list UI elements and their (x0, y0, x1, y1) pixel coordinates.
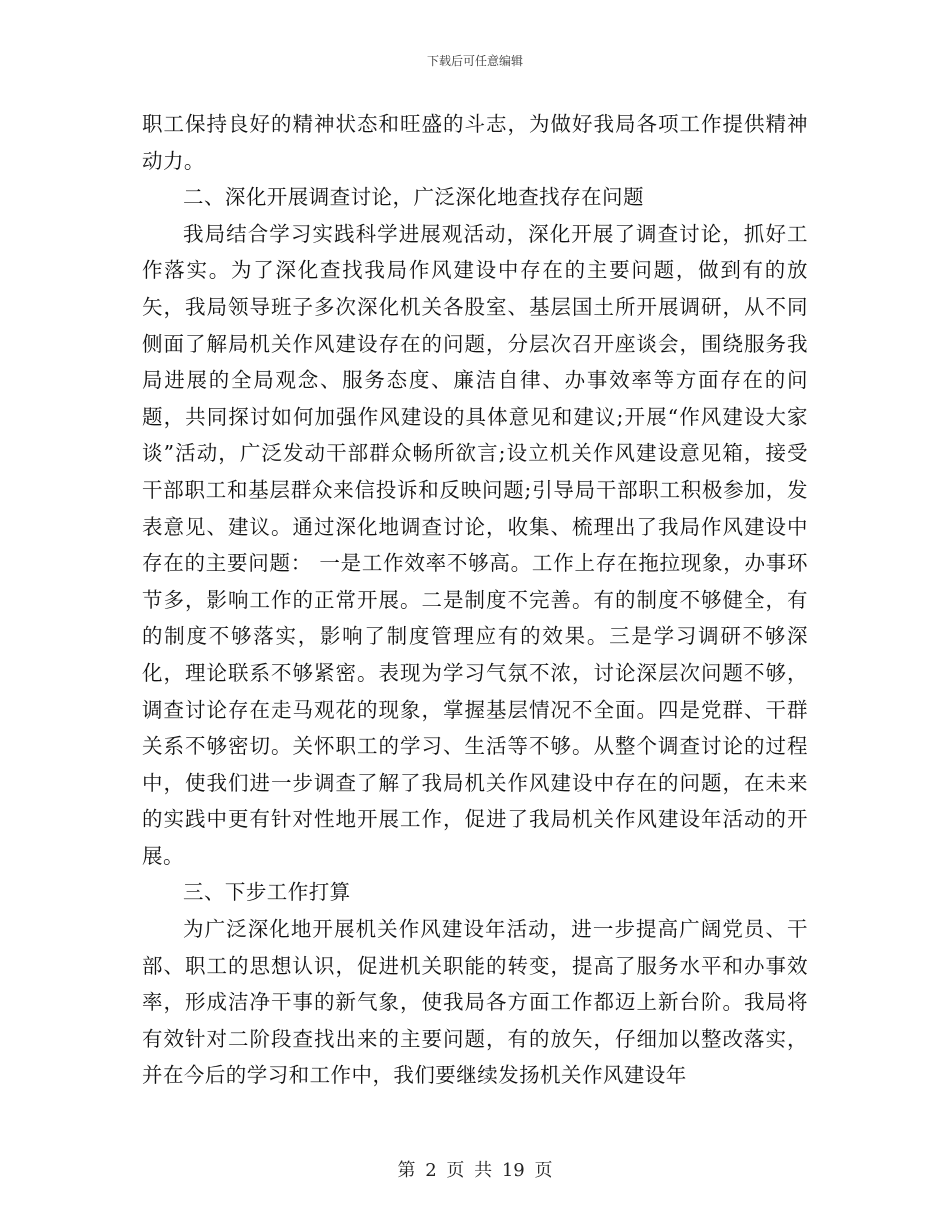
page-number-footer: 第 2 页 共 19 页 (397, 1160, 553, 1181)
paragraph-continuation: 职工保持良好的精神状态和旺盛的斗志，为做好我局各项工作提供精神动力。 (142, 112, 808, 173)
document-body (142, 106, 808, 1094)
page-header-note: 下载后可任意编辑 (426, 54, 523, 68)
section-heading-three: 三、下步工作打算 (183, 880, 351, 905)
paragraph-next-steps: 为广泛深化地开展机关作风建设年活动，进一步提高广阔党员、干部、职工的思想认识，促进机关职能的转变，提高了服务水平和办事效率，形成洁净干事的新气象，使我局各方面工作都迈上新台阶。我局将有效针对二阶段查找出来的主要问题，有的放矢，仔细加以整改落实，并在今后的学习和工作中，我们要继续发扬机关作风建设年 (142, 917, 808, 1088)
section-heading-two: 二、深化开展调查讨论，广泛深化地查找存在问题 (183, 185, 644, 210)
paragraph-investigation: 我局结合学习实践科学进展观活动，深化开展了调查讨论，抓好工作落实。为了深化查找我局作风建设中存在的主要问题，做到有的放矢，我局领导班子多次深化机关各股室、基层国土所开展调研，从不同侧面了解局机关作风建设存在的问题，分层次召开座谈会，围绕服务我局进展的全局观念、服务态度、廉洁自律、办事效率等方面存在的问题，共同探讨如何加强作风建设的具体意见和建议;开展“作风建设大家谈”活动，广泛发动干部群众畅所欲言;设立机关作风建设意见箱，接受干部职工和基层群众来信投诉和反映问题;引导局干部职工积极参加，发表意见、建议。通过深化地调查讨论，收集、梳理出了我局作风建设中存在的主要问题： 一是工作效率不够高。工作上存在拖拉现象，办事环节多，影响工作的正常开展。二是制度不完善。有的制度不够健全，有的制度不够落实，影响了制度管理应有的效果。三是学习调研不够深化，理论联系不够紧密。表现为学习气氛不浓，讨论深层次问题不够，调查讨论存在走马观花的现象，掌握基层情况不全面。四是党群、干群关系不够密切。关怀职工的学习、生活等不够。从整个调查讨论的过程中，使我们进一步调查了解了我局机关作风建设中存在的问题，在未来的实践中更有针对性地开展工作，促进了我局机关作风建设年活动的开展。 (142, 221, 808, 868)
